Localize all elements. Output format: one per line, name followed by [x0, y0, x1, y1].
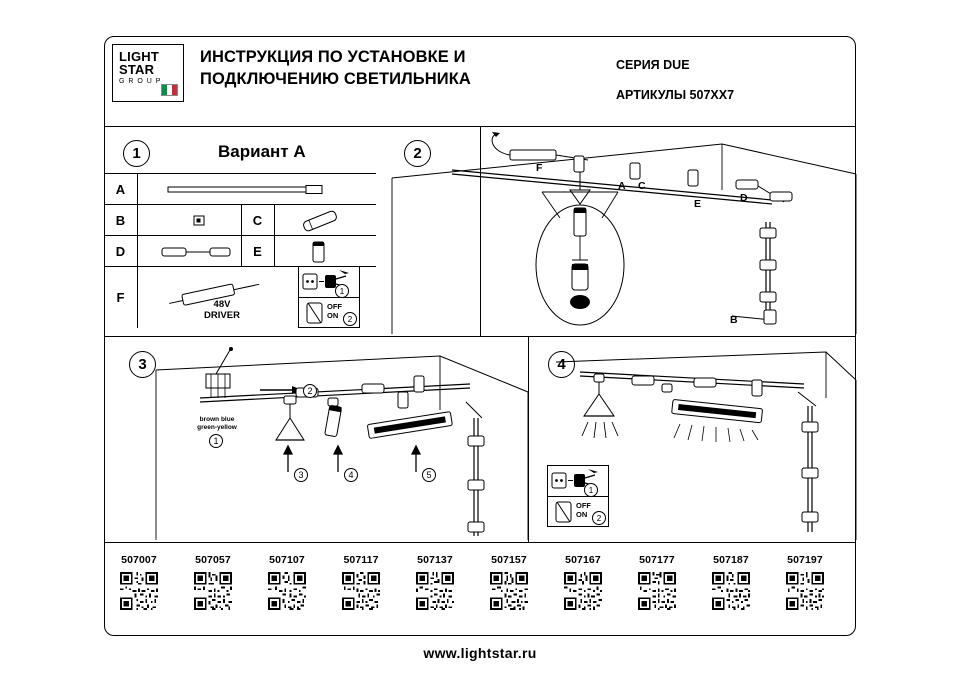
list-item — [404, 554, 466, 610]
part-letter-b: B — [104, 205, 138, 235]
part-letter-f: F — [104, 267, 138, 328]
table-row — [104, 235, 376, 266]
step-badge-2: 2 — [404, 140, 431, 167]
website-footer: www.lightstar.ru — [423, 645, 537, 661]
qr-code — [786, 572, 824, 610]
callout-marker-5: 5 — [422, 468, 436, 482]
logo-line-1: LIGHT — [119, 49, 159, 64]
product-code-list — [104, 548, 856, 636]
product-code: 507177 — [639, 554, 675, 566]
product-code: 507107 — [269, 554, 305, 566]
callout-b: B — [730, 314, 738, 326]
qr-code — [416, 572, 454, 610]
qr-code — [564, 572, 602, 610]
qr-code — [490, 572, 528, 610]
list-item — [774, 554, 836, 610]
product-code: 507007 — [121, 554, 157, 566]
step3-diagram — [110, 340, 528, 540]
series-name: СЕРИЯ DUE — [616, 58, 690, 72]
callout-d: D — [740, 192, 748, 204]
qr-code — [638, 572, 676, 610]
safety-warning-box-1 — [298, 266, 360, 328]
step-badge-1: 1 — [123, 140, 150, 167]
list-item — [330, 554, 392, 610]
callout-f: F — [536, 162, 543, 174]
panel-divider-horizontal-mid — [104, 336, 856, 337]
power-plug-illustration — [548, 466, 608, 497]
step2-diagram — [392, 130, 856, 334]
power-unplug-illustration — [299, 267, 359, 298]
article-codes: АРТИКУЛЫ 507ХХ7 — [616, 88, 735, 102]
step-badge-3: 3 — [129, 351, 156, 378]
page-title: ИНСТРУКЦИЯ ПО УСТАНОВКЕ И ПОДКЛЮЧЕНИЮ СВЕТИЛЬНИКА — [200, 48, 471, 88]
safety-badge-2: 2 — [343, 312, 357, 326]
step-badge-4: 4 — [548, 351, 575, 378]
switch-on-label: ON — [327, 311, 339, 320]
safety-warning-box-2 — [547, 465, 609, 527]
list-item — [700, 554, 762, 610]
variant-label: Вариант А — [218, 142, 306, 161]
product-code: 507167 — [565, 554, 601, 566]
list-item — [626, 554, 688, 610]
switch-off-label: OFF — [576, 501, 591, 510]
part-letter-e: E — [241, 236, 275, 266]
product-code: 507117 — [343, 554, 379, 566]
callout-e: E — [694, 198, 702, 210]
callout-a: A — [618, 180, 626, 192]
product-code: 507197 — [787, 554, 823, 566]
callout-marker-4: 4 — [344, 468, 358, 482]
table-row — [104, 173, 376, 204]
brand-logo — [112, 44, 184, 102]
callout-c: C — [638, 180, 646, 192]
switch-on-label: ON — [576, 510, 588, 519]
wiring-step-marker-1: 1 — [209, 434, 223, 448]
table-row — [104, 204, 376, 235]
product-code: 507157 — [491, 554, 527, 566]
part-drawing-e — [275, 236, 376, 266]
switch-off-label: OFF — [327, 302, 342, 311]
safety-badge-1: 1 — [335, 284, 349, 298]
part-drawing-c — [275, 205, 376, 235]
safety-badge-2: 2 — [592, 511, 606, 525]
safety-badge-1: 1 — [584, 483, 598, 497]
list-item — [108, 554, 170, 610]
series-info — [616, 50, 734, 110]
logo-group-text: G R O U P — [119, 78, 162, 85]
part-letter-d: D — [104, 236, 138, 266]
list-item — [182, 554, 244, 610]
wiring-step-marker-2: 2 — [303, 384, 317, 398]
wire-color-labels: brown blue green-yellow — [197, 416, 237, 431]
part-letter-c: C — [241, 205, 275, 235]
italy-flag-icon — [161, 84, 178, 96]
qr-code — [194, 572, 232, 610]
qr-code — [342, 572, 380, 610]
part-letter-a: A — [104, 174, 138, 204]
logo-line-2: STAR — [119, 62, 155, 77]
callout-marker-3: 3 — [294, 468, 308, 482]
list-item — [552, 554, 614, 610]
panel-divider-horizontal-bottom — [104, 542, 856, 543]
product-code: 507057 — [195, 554, 231, 566]
qr-code — [712, 572, 750, 610]
qr-code — [268, 572, 306, 610]
product-code: 507187 — [713, 554, 749, 566]
part-drawing-a — [138, 174, 376, 204]
list-item — [478, 554, 540, 610]
driver-caption: 48V DRIVER — [204, 299, 240, 321]
product-code: 507137 — [417, 554, 453, 566]
qr-code — [120, 572, 158, 610]
header — [104, 36, 856, 126]
list-item — [256, 554, 318, 610]
